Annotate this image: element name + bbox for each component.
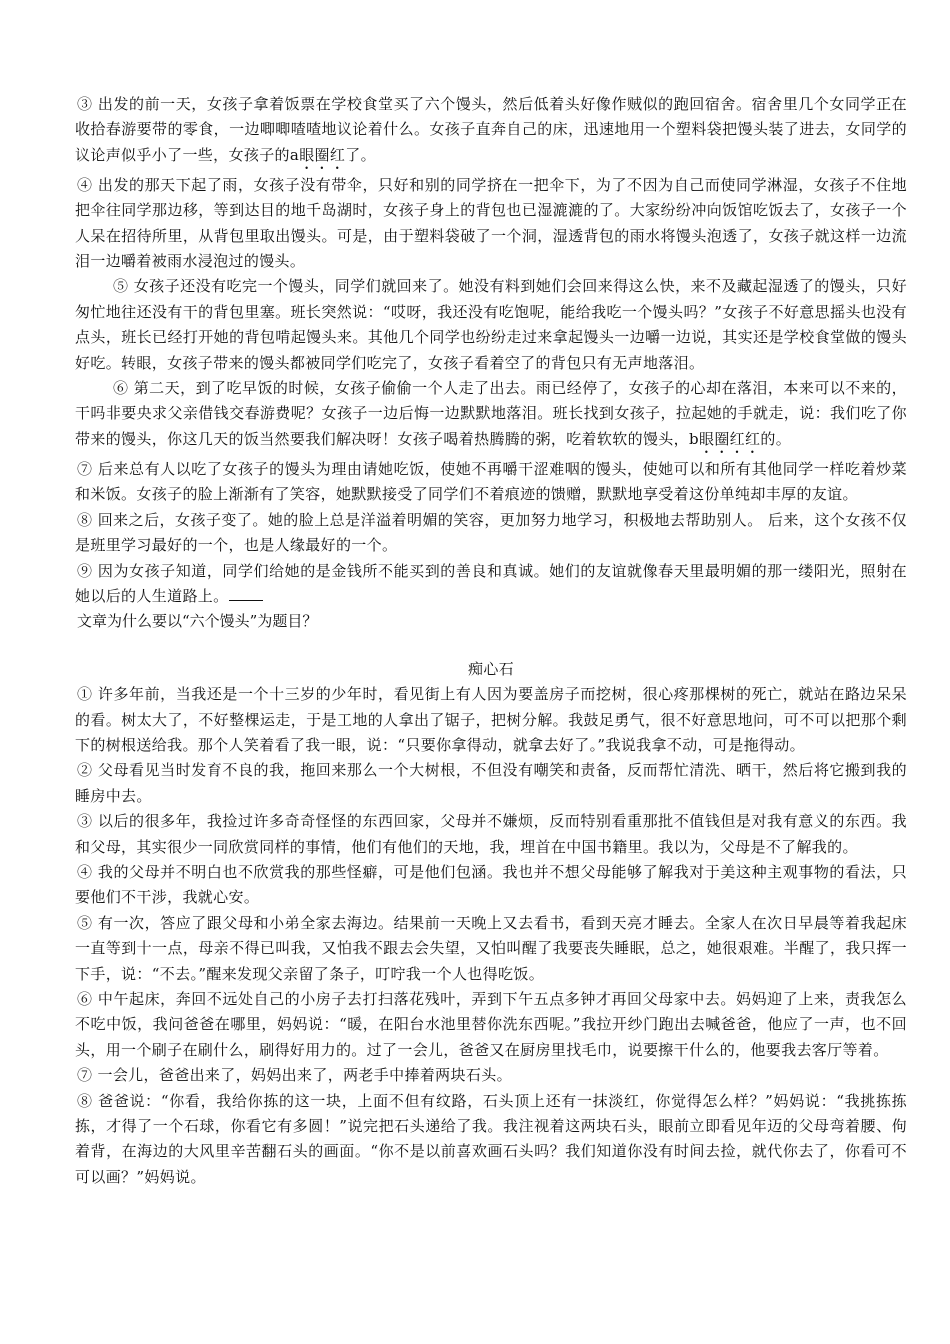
story1-paragraph-3: ③ 出发的前一天，女孩子拿着饭票在学校食堂买了六个馒头，然后低着头好像作贼似的跑回宿舍。宿舍里几个女同学正在收拾春游要带的零食，一边唧唧喳喳地议论着什么。女孩子直奔自己的床，迅速地用一个塑料袋把馒头装了进去，女同学的议论声似乎小了一些，女孩子的a眼圈红了。	[75, 95, 907, 164]
story2-title: 痴心石	[467, 659, 515, 678]
dotted-phrase-a: 眼圈红	[299, 145, 346, 164]
story2-paragraph-8: ⑧ 爸爸说：“你看，我给你拣的这一块，上面不但有纹路，石头顶上还有一抹淡红，你觉得怎么样？”妈妈说：“我挑拣拣拣，才得了一个石球，你看它有多圆！”说完把石头递给了我。我注视着这两块石头，眼前立即看见年迈的父母弯着腰、佝着背，在海边的大风里辛苦翻石头的画面。“你不是以前喜欢画石头吗？我们知道你没有时间去捡，就代你去了，你看可不可以画？”妈妈说。	[75, 1091, 907, 1186]
dotted-phrase-b: 眼圈红红	[698, 429, 761, 448]
story2-paragraph-4: ④ 我的父母并不明白也不欣赏我的那些怪癖，可是他们包涵。我也并不想父母能够了解我对于美这种主观事物的看法，只要他们不干涉，我就心安。	[75, 862, 907, 907]
story1-paragraph-4: ④ 出发的那天下起了雨，女孩子没有带伞，只好和别的同学挤在一把伞下，为了不因为自己而使同学淋湿，女孩子不住地把伞往同学那边移，等到达目的地千岛湖时，女孩子身上的背包也已湿漉漉的了。大家纷纷冲向饭馆吃饭去了，女孩子一个人呆在招待所里，从背包里取出馒头。可是，由于塑料袋破了一个洞，湿透背包的雨水将馒头泡透了，女孩子就这样一边流泪一边嚼着被雨水浸泡过的馒头。	[75, 175, 907, 271]
story2-paragraph-3: ③ 以后的很多年，我捡过许多奇奇怪怪的东西回家，父母并不嫌烦，反而特别看重那批不值钱但是对我有意义的东西。我和父母，其实很少一同欣赏同样的事情，他们有他们的天地，我，埋首在中国书籍里。我以为，父母是不了解我的。	[75, 812, 907, 856]
document-page	[75, 92, 907, 1190]
story1-paragraph-8: ⑧ 回来之后，女孩子变了。她的脸上总是洋溢着明媚的笑容，更加努力地学习，积极地去帮助别人。 后来，这个女孩不仅是班里学习最好的一个，也是人缘最好的一个。	[75, 510, 907, 555]
story1-paragraph-7: ⑦ 后来总有人以吃了女孩子的馒头为理由请她吃饭，使她不再嚼干涩难咽的馒头，使她可以和所有其他同学一样吃着炒菜和米饭。女孩子的脸上渐渐有了笑容，她默默接受了同学们不着痕迹的馈赠，默默地享受着这份单纯却丰厚的友谊。	[75, 459, 907, 504]
question-text: 文章为什么要以“六个馒头”为题目？	[77, 612, 318, 631]
story2-body	[75, 682, 907, 1190]
story1-paragraph-6: ⑥ 第二天，到了吃早饭的时候，女孩子偷偷一个人走了出去。雨已经停了，女孩子的心却在落泪，本来可以不来的，干吗非要央求父亲借钱交春游费呢？女孩子一边后悔一边默默地落泪。班长找到女孩子，拉起她的手就走，说：我们吃了你带来的馒头，你这几天的饭当然要我们解决呀！女孩子喝着热腾腾的粥，吃着软软的馒头，b眼圈红红的。	[75, 379, 907, 448]
answer-blank[interactable]	[229, 586, 263, 601]
story2-paragraph-1: ① 许多年前，当我还是一个十三岁的少年时，看见街上有人因为要盖房子而挖树，很心疼那棵树的死亡，就站在路边呆呆的看。树太大了，不好整棵运走，于是工地的人拿出了锯子，把树分解。我鼓足勇气，很不好意思地问，可不可以把那个剩下的树根送给我。那个人笑着看了我一眼，说：“只要你拿得动，就拿去好了。”我说我拿不动，可是拖得动。	[75, 685, 907, 754]
story1-paragraph-9: ⑨ 因为女孩子知道，同学们给她的是金钱所不能买到的善良和真诚。她们的友谊就像春天里最明媚的那一缕阳光，照射在她以后的人生道路上。	[75, 561, 907, 605]
annotation-marker-a: a	[289, 145, 300, 164]
annotation-marker-b: b	[689, 429, 699, 448]
story2-paragraph-2: ② 父母看见当时发育不良的我，拖回来那么一个大树根，不但没有嘲笑和责备，反而帮忙清洗、晒干，然后将它搬到我的睡房中去。	[75, 761, 907, 805]
story1-paragraph-5: ⑤ 女孩子还没有吃完一个馒头，同学们就回来了。她没有料到她们会回来得这么快，来不及藏起湿透了的馒头，只好匆忙地往还没有干的背包里塞。班长突然说：“哎呀，我还没有吃饱呢，能给我吃一个馒头吗？”女孩子不好意思摇头也没有点头，班长已经打开她的背包啃起馒头来。其他几个同学也纷纷走过来拿起馒头一边嚼一边说，其实还是学校食堂做的馒头好吃。转眼，女孩子带来的馒头都被同学们吃完了，女孩子看着空了的背包只有无声地落泪。	[75, 277, 907, 372]
story2-paragraph-6: ⑥ 中午起床，奔回不远处自己的小房子去打扫落花残叶，弄到下午五点多钟才再回父母家中去。妈妈迎了上来，责我怎么不吃中饭，我问爸爸在哪里，妈妈说：“暖，在阳台水池里替你洗东西呢。”我拉开纱门跑出去喊爸爸，他应了一声，也不回头，用一个刷子在刷什么，刷得好用力的。过了一会儿，爸爸又在厨房里找毛巾，说要擦干什么的，他要我去客厅等着。	[75, 990, 907, 1059]
story2-paragraph-5: ⑤ 有一次，答应了跟父母和小弟全家去海边。结果前一天晚上又去看书，看到天亮才睡去。全家人在次日早晨等着我起床一直等到十一点，母亲不得已叫我，又怕我不跟去会失望，又怕叫醒了我要丧失睡眠，总之，她很艰难。半醒了，我只挥一下手，说：“不去。”醒来发现父亲留了条子，叮咛我一个人也得吃饭。	[75, 913, 907, 983]
story2-paragraph-7: ⑦ 一会儿，爸爸出来了，妈妈出来了，两老手中捧着两块石头。	[77, 1066, 512, 1085]
